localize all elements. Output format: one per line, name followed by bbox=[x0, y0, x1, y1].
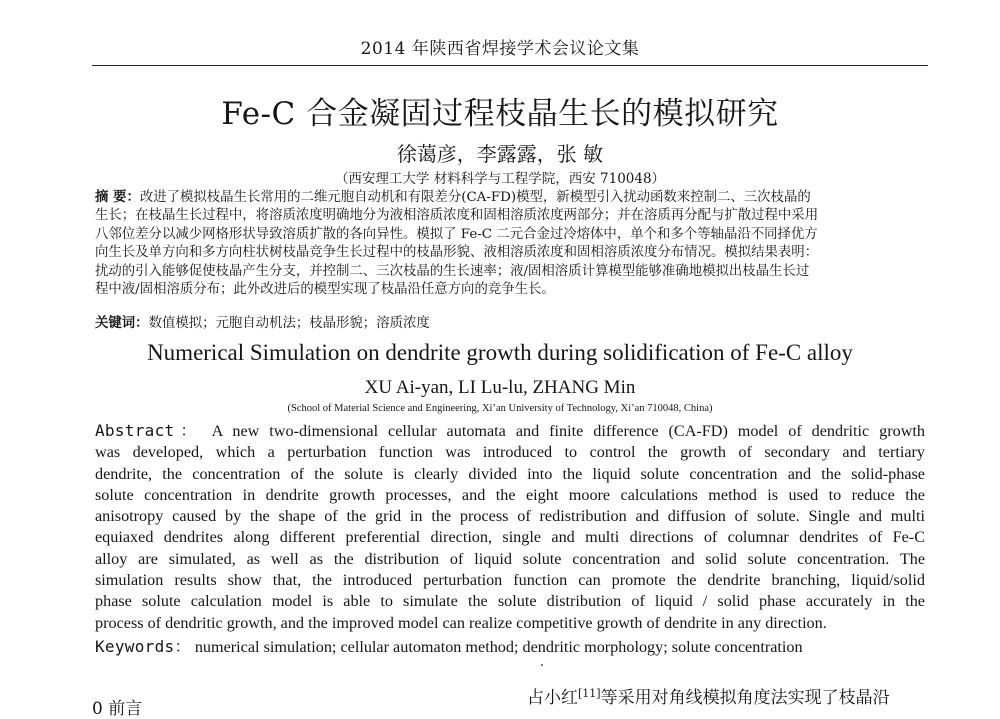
keywords-english-label: Keywords： bbox=[95, 637, 191, 656]
scan-speck bbox=[541, 664, 543, 666]
citation-ref: [11] bbox=[578, 687, 601, 700]
abstract-english-text: A new two-dimensional cellular automata and finite difference (CA-FD) model of dendritic growth bbox=[211, 422, 926, 440]
abstract-chinese-line: 生长；在枝晶生长过程中，将溶质浓度明确地分为液相溶质浓度和固相溶质浓度两部分；并在溶质再分配与扩散过程中采用 bbox=[95, 208, 819, 224]
abstract-english-line: alloy are simulated, as well as the distribution of liquid solute concentration and solid solute concentration. The bbox=[95, 549, 925, 568]
abstract-english-line: process of dendritic growth, and the improved model can realize competitive growth of dendrite in any direction. bbox=[95, 613, 827, 632]
title-english: Numerical Simulation on dendrite growth during solidification of Fe-C alloy bbox=[147, 340, 853, 365]
abstract-chinese-text: 改进了模拟枝晶生长常用的二维元胞自动机和有限差分(CA-FD)模型，新模型引入扰动函数来控制二、三次枝晶的 bbox=[139, 190, 811, 205]
abstract-english-label: Abstract： bbox=[95, 421, 203, 440]
abstract-english-line bbox=[95, 420, 925, 442]
abstract-chinese-line: 向生长及单方向和多方向柱状树枝晶竞争生长过程中的枝晶形貌、液相溶质浓度和固相溶质浓度分布情况。模拟结果表明： bbox=[95, 245, 819, 261]
abstract-english-line: equiaxed dendrites along different preferential direction, single and multi directions of columnar dendrites of Fe-C bbox=[95, 528, 925, 547]
right-column-first-line bbox=[527, 683, 890, 708]
abstract-chinese-line: 程中液/固相溶质分布；此外改进后的模型实现了枝晶沿任意方向的竞争生长。 bbox=[95, 282, 555, 298]
authors-chinese: 徐蔼彦，李露露，张 敏 bbox=[396, 142, 604, 166]
abstract-english-line: simulation results show that, the introduced perturbation function can promote the dendrite branching, liquid/solid bbox=[95, 571, 925, 590]
affiliation-chinese: （西安理工大学 材料科学与工程学院，西安 710048） bbox=[334, 171, 666, 187]
keywords-chinese-label: 关键词： bbox=[95, 315, 149, 331]
abstract-chinese-label: 摘 要： bbox=[95, 189, 140, 205]
proceedings-header: 2014 年陕西省焊接学术会议论文集 bbox=[360, 39, 640, 59]
right-column-text: 等采用对角线模拟角度法实现了枝晶沿 bbox=[600, 688, 890, 708]
keywords-chinese-text: 数值模拟；元胞自动机法；枝晶形貌；溶质浓度 bbox=[148, 316, 430, 331]
keywords-english bbox=[95, 634, 925, 657]
abstract-english-line: anisotropy caused by the shape of the grid in the process of redistribution and diffusion of solute. Single and multi bbox=[95, 507, 925, 526]
section-heading-introduction: 0 前言 bbox=[92, 699, 143, 719]
abstract-chinese-line: 八邻位差分以减少网格形状导致溶质扩散的各向异性。模拟了 Fe-C 二元合金过冷熔体中，单个和多个等轴晶沿不同择优方 bbox=[95, 226, 818, 242]
abstract-english-line: was developed, which a perturbation function was introduced to control the growth of secondary and tertiary bbox=[95, 443, 925, 462]
affiliation-english: (School of Material Science and Engineering, Xi’an University of Technology, Xi’an 710048, China) bbox=[287, 403, 713, 414]
authors-english: XU Ai-yan, LI Lu-lu, ZHANG Min bbox=[364, 377, 636, 398]
abstract-english-line: dendrite, the concentration of the solute is clearly divided into the liquid solute concentration and the solid-phase bbox=[95, 464, 925, 483]
abstract-chinese-line: 扰动的引入能够促使枝晶产生分支，并控制二、三次枝晶的生长速率；液/固相溶质计算模型能够准确地模拟出枝晶生长过 bbox=[95, 263, 810, 279]
abstract-chinese bbox=[95, 188, 925, 299]
title-chinese: Fe-C 合金凝固过程枝晶生长的模拟研究 bbox=[221, 96, 779, 132]
keywords-chinese bbox=[95, 312, 925, 331]
keywords-english-text: numerical simulation; cellular automaton method; dendritic morphology; solute concentration bbox=[194, 638, 803, 656]
header-rule bbox=[92, 65, 928, 66]
abstract-english-line: solute concentration in dendrite growth processes, and the eight moore calculations method is used to reduce the bbox=[95, 485, 925, 504]
citation-author: 占小红 bbox=[527, 688, 578, 708]
abstract-english bbox=[95, 420, 925, 634]
abstract-english-line: phase solute calculation model is able to simulate the solute distribution of liquid / solid phase accurately in the bbox=[95, 592, 925, 611]
abstract-chinese-line bbox=[95, 188, 925, 207]
